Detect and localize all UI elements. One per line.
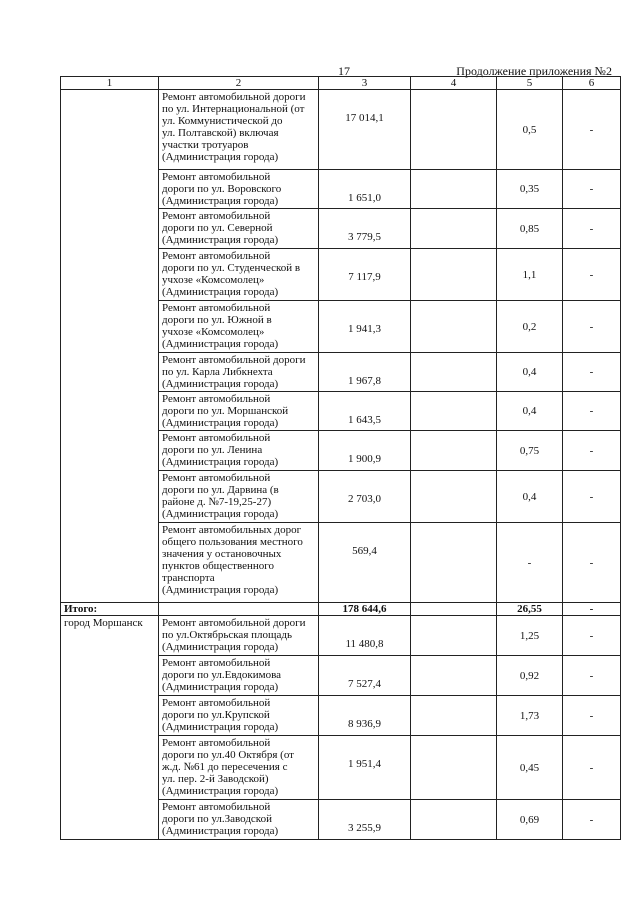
column-number-row — [61, 77, 621, 90]
length-value: 0,5 — [497, 90, 563, 170]
col6-value: - — [563, 90, 621, 170]
column-header: 4 — [411, 77, 497, 90]
cost-value: 1 900,9 — [319, 431, 411, 471]
column-header: 2 — [159, 77, 319, 90]
col6-value: - — [563, 431, 621, 471]
cost-value: 7 117,9 — [319, 249, 411, 301]
col6-value: - — [563, 353, 621, 392]
cost-value: 7 527,4 — [319, 656, 411, 696]
appendix-continuation-label: Продолжение приложения №2 — [456, 64, 612, 78]
length-value: 1,25 — [497, 616, 563, 656]
work-description: Ремонт автомобильной дороги по ул. Студенческой в учхозе «Комсомолец» (Администрация города) — [159, 249, 319, 301]
col6-value: - — [563, 392, 621, 431]
work-description: Ремонт автомобильной дороги по ул. Интернациональной (от ул. Коммунистической до ул. Полтавской) включая участки тротуаров (Администрация города) — [159, 90, 319, 170]
total-row — [61, 603, 621, 616]
empty-cell — [411, 301, 497, 353]
work-description: Ремонт автомобильной дороги по ул. Южной в учхозе «Комсомолец» (Администрация города) — [159, 301, 319, 353]
cost-value: 1 951,4 — [319, 736, 411, 800]
col6-value: - — [563, 249, 621, 301]
cost-value: 8 936,9 — [319, 696, 411, 736]
length-value: 1,73 — [497, 696, 563, 736]
column-header: 5 — [497, 77, 563, 90]
work-description: Ремонт автомобильных дорог общего пользования местного значения у остановочных пунктов общественного транспорта (Администрация города) — [159, 523, 319, 603]
empty-cell — [411, 736, 497, 800]
cost-value: 1 651,0 — [319, 170, 411, 209]
empty-cell — [411, 603, 497, 616]
column-header: 1 — [61, 77, 159, 90]
work-description: Ремонт автомобильной дороги по ул. Дарвина (в районе д. №7-19,25-27) (Администрация города) — [159, 471, 319, 523]
table-row — [61, 616, 621, 656]
work-description: Ремонт автомобильной дороги по ул.Крупской (Администрация города) — [159, 696, 319, 736]
length-value: 0,85 — [497, 209, 563, 249]
column-header: 6 — [563, 77, 621, 90]
empty-cell — [159, 603, 319, 616]
col6-value: - — [563, 523, 621, 603]
work-description: Ремонт автомобильной дороги по ул.Евдокимова (Администрация города) — [159, 656, 319, 696]
municipality-cell: город Моршанск — [61, 616, 159, 840]
length-value: 0,4 — [497, 471, 563, 523]
col6-value: - — [563, 696, 621, 736]
work-description: Ремонт автомобильной дороги по ул. Карла Либкнехта (Администрация города) — [159, 353, 319, 392]
empty-cell — [411, 209, 497, 249]
cost-value: 3 779,5 — [319, 209, 411, 249]
empty-cell — [411, 471, 497, 523]
work-description: Ремонт автомобильной дороги по ул.40 Октября (от ж.д. №61 до пересечения с ул. пер. 2-й Заводской) (Администрация города) — [159, 736, 319, 800]
work-description: Ремонт автомобильной дороги по ул. Северной (Администрация города) — [159, 209, 319, 249]
length-value: 0,45 — [497, 736, 563, 800]
empty-cell — [411, 616, 497, 656]
total-col6: - — [563, 603, 621, 616]
empty-cell — [411, 353, 497, 392]
col6-value: - — [563, 656, 621, 696]
col6-value: - — [563, 736, 621, 800]
page-number: 17 — [338, 64, 350, 78]
empty-cell — [411, 392, 497, 431]
total-length: 26,55 — [497, 603, 563, 616]
work-description: Ремонт автомобильной дороги по ул. Моршанской (Администрация города) — [159, 392, 319, 431]
work-description: Ремонт автомобильной дороги по ул. Ленина (Администрация города) — [159, 431, 319, 471]
empty-cell — [411, 170, 497, 209]
col6-value: - — [563, 800, 621, 840]
cost-value: 569,4 — [319, 523, 411, 603]
cost-value: 11 480,8 — [319, 616, 411, 656]
empty-cell — [411, 90, 497, 170]
cost-value: 1 941,3 — [319, 301, 411, 353]
work-description: Ремонт автомобильной дороги по ул.Октябрьская площадь (Администрация города) — [159, 616, 319, 656]
cost-value: 1 967,8 — [319, 353, 411, 392]
col6-value: - — [563, 170, 621, 209]
col6-value: - — [563, 301, 621, 353]
budget-table — [60, 76, 621, 840]
cost-value: 2 703,0 — [319, 471, 411, 523]
cost-value: 17 014,1 — [319, 90, 411, 170]
cost-value: 1 643,5 — [319, 392, 411, 431]
length-value: 0,4 — [497, 392, 563, 431]
length-value: 0,2 — [497, 301, 563, 353]
col6-value: - — [563, 471, 621, 523]
municipality-cell — [61, 90, 159, 603]
length-value: 0,4 — [497, 353, 563, 392]
total-cost: 178 644,6 — [319, 603, 411, 616]
empty-cell — [411, 696, 497, 736]
empty-cell — [411, 249, 497, 301]
col6-value: - — [563, 616, 621, 656]
table-row — [61, 90, 621, 170]
column-header: 3 — [319, 77, 411, 90]
empty-cell — [411, 431, 497, 471]
empty-cell — [411, 800, 497, 840]
length-value: 0,92 — [497, 656, 563, 696]
cost-value: 3 255,9 — [319, 800, 411, 840]
empty-cell — [411, 523, 497, 603]
length-value: 0,69 — [497, 800, 563, 840]
length-value: 0,35 — [497, 170, 563, 209]
total-label: Итого: — [61, 603, 159, 616]
empty-cell — [411, 656, 497, 696]
work-description: Ремонт автомобильной дороги по ул. Воровского (Администрация города) — [159, 170, 319, 209]
work-description: Ремонт автомобильной дороги по ул.Заводской (Администрация города) — [159, 800, 319, 840]
length-value: 1,1 — [497, 249, 563, 301]
col6-value: - — [563, 209, 621, 249]
length-value: 0,75 — [497, 431, 563, 471]
length-value: - — [497, 523, 563, 603]
